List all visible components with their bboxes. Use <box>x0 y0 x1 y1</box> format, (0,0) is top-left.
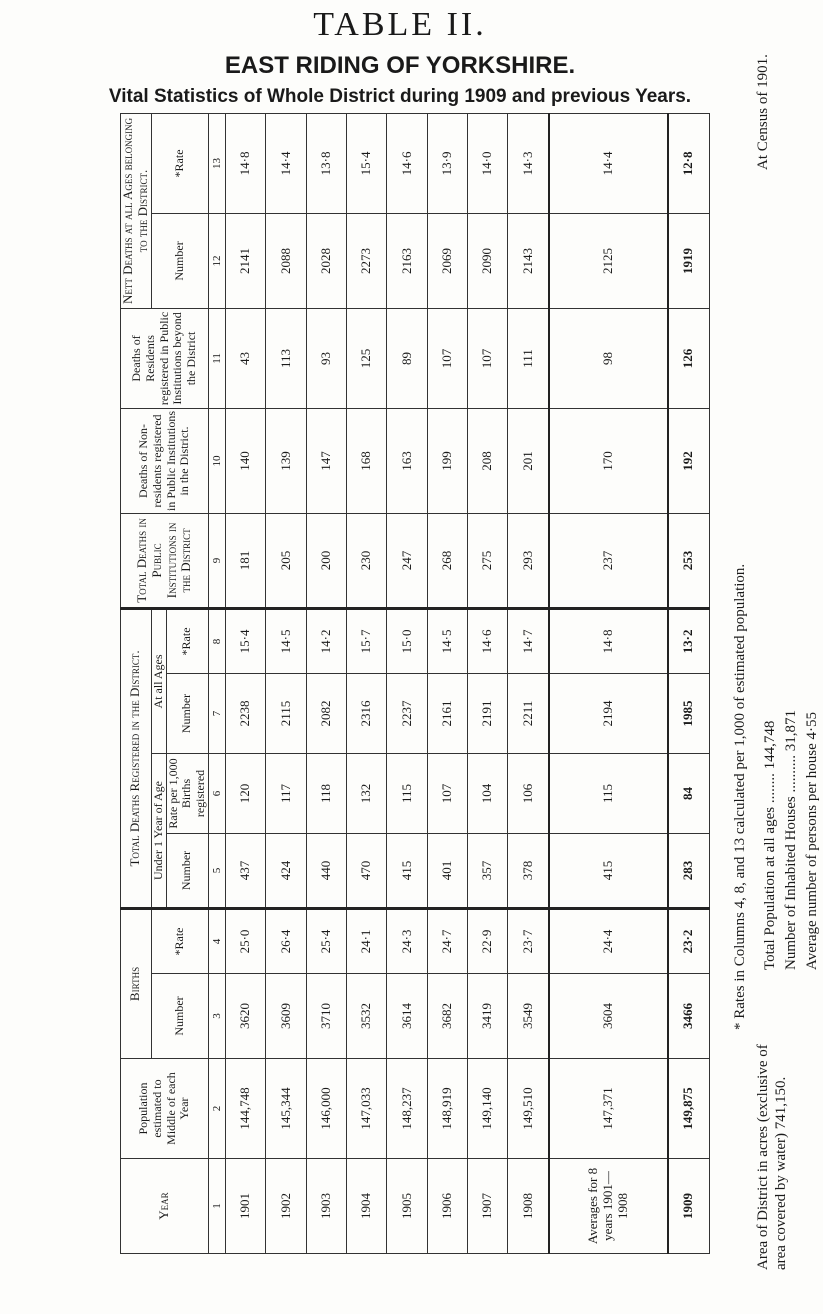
table-cell-br: 23·2 <box>668 908 710 973</box>
table-cell-br: 25·0 <box>226 908 266 973</box>
table-cell-bn: 3710 <box>306 974 346 1059</box>
footnote: * Rates in Columns 4, 8, and 13 calculated per 1,000 of estimated population. <box>732 563 748 1030</box>
table-cell-pop: 147,033 <box>347 1059 387 1159</box>
table-cell-ur: 118 <box>306 753 346 833</box>
table-cell-nrt: 13·9 <box>427 113 467 213</box>
census-line <box>802 710 823 970</box>
census-line-label: Total Population at all ages ........ <box>762 773 778 970</box>
table-cell-pop: 147,371 <box>549 1059 667 1159</box>
column-number: 12 <box>209 213 226 308</box>
table-cell-nn: 2088 <box>266 213 306 308</box>
table-cell-un: 401 <box>427 833 467 908</box>
column-number: 2 <box>209 1059 226 1159</box>
header-births-rate: *Rate <box>151 908 208 973</box>
table-cell-nn: 2273 <box>347 213 387 308</box>
table-cell-br: 26·4 <box>266 908 306 973</box>
table-cell-nn: 2028 <box>306 213 346 308</box>
table-cell-rb: 125 <box>347 308 387 408</box>
table-row <box>387 113 427 1253</box>
table-cell-ar: 14·5 <box>266 608 306 673</box>
column-number: 9 <box>209 513 226 608</box>
table-cell-pi: 237 <box>549 513 667 608</box>
table-cell-br: 24·1 <box>347 908 387 973</box>
table-cell-an: 2238 <box>226 673 266 753</box>
census-line <box>781 710 802 970</box>
table-cell-rb: 113 <box>266 308 306 408</box>
table-row <box>226 113 266 1253</box>
table-cell-br: 22·9 <box>468 908 508 973</box>
table-cell-pi: 181 <box>226 513 266 608</box>
table-cell-year: 1909 <box>668 1159 710 1254</box>
table-cell-ur: 120 <box>226 753 266 833</box>
table-cell-rb: 89 <box>387 308 427 408</box>
table-cell-nrt: 14·0 <box>468 113 508 213</box>
table-cell-pop: 146,000 <box>306 1059 346 1159</box>
table-cell-un: 378 <box>508 833 550 908</box>
column-number-row <box>209 113 226 1253</box>
table-cell-pop: 145,344 <box>266 1059 306 1159</box>
table-cell-un: 440 <box>306 833 346 908</box>
table-cell-br: 25·4 <box>306 908 346 973</box>
table-cell-ar: 14·7 <box>508 608 550 673</box>
column-number: 4 <box>209 908 226 973</box>
census-line-value: 31,871 <box>783 710 799 752</box>
vital-statistics-table <box>120 113 710 1254</box>
census-lines <box>760 710 823 970</box>
header-total-deaths: Total Deaths Registered in the District. <box>121 608 152 908</box>
table-cell-un: 424 <box>266 833 306 908</box>
census-line-value: 4·55 <box>804 712 820 740</box>
table-cell-br: 24·4 <box>549 908 667 973</box>
table-cell-nr: 192 <box>668 408 710 513</box>
area-value: 741,150. <box>773 1076 789 1130</box>
page-subtitle: EAST RIDING OF YORKSHIRE. <box>224 52 576 79</box>
table-cell-bn: 3604 <box>549 974 667 1059</box>
table-cell-un: 470 <box>347 833 387 908</box>
page-title: TABLE II. <box>313 6 487 43</box>
table-cell-rb: 107 <box>427 308 467 408</box>
header-nett-rate: *Rate <box>151 113 208 213</box>
table-cell-ur: 115 <box>387 753 427 833</box>
table-cell-un: 415 <box>549 833 667 908</box>
header-under-1: Under 1 Year of Age <box>151 753 166 908</box>
table-cell-an: 2316 <box>347 673 387 753</box>
table-cell-nr: 163 <box>387 408 427 513</box>
table-cell-year: 1905 <box>387 1159 427 1254</box>
area-note <box>754 1030 790 1270</box>
table-cell-year: 1908 <box>508 1159 550 1254</box>
table-cell-pop: 149,510 <box>508 1059 550 1159</box>
table-cell-rb: 93 <box>306 308 346 408</box>
header-population: Population estimated to Middle of each Year <box>121 1059 209 1159</box>
table-row <box>306 113 346 1253</box>
table-row <box>266 113 306 1253</box>
header-non-residents: Deaths of Non-residents registered in Public Institutions in the District. <box>121 408 209 513</box>
table-row <box>549 113 667 1253</box>
table-cell-br: 24·7 <box>427 908 467 973</box>
table-cell-nr: 168 <box>347 408 387 513</box>
table-cell-pop: 149,140 <box>468 1059 508 1159</box>
header-nett-deaths: Nett Deaths at all Ages belonging to the District. <box>121 113 152 308</box>
table-cell-ar: 14·6 <box>468 608 508 673</box>
table-cell-nrt: 14·4 <box>549 113 667 213</box>
table-cell-bn: 3466 <box>668 974 710 1059</box>
table-cell-un: 357 <box>468 833 508 908</box>
table-cell-un: 283 <box>668 833 710 908</box>
table-cell-nn: 2141 <box>226 213 266 308</box>
table-cell-ur: 84 <box>668 753 710 833</box>
table-cell-year: 1903 <box>306 1159 346 1254</box>
table-cell-nn: 1919 <box>668 213 710 308</box>
table-cell-nn: 2090 <box>468 213 508 308</box>
table-cell-pi: 247 <box>387 513 427 608</box>
table-cell-year: 1907 <box>468 1159 508 1254</box>
table-cell-bn: 3532 <box>347 974 387 1059</box>
page-subheading: Vital Statistics of Whole District during 1909 and previous Years. <box>108 86 692 107</box>
header-under-1-rate: Rate per 1,000 Births registered <box>166 753 208 833</box>
table-cell-un: 437 <box>226 833 266 908</box>
table-cell-pi: 253 <box>668 513 710 608</box>
table-cell-an: 2194 <box>549 673 667 753</box>
table-cell-pi: 293 <box>508 513 550 608</box>
column-number: 5 <box>209 833 226 908</box>
header-under-1-number: Number <box>166 833 208 908</box>
table-cell-bn: 3614 <box>387 974 427 1059</box>
census-note: At Census of 1901. <box>755 54 771 170</box>
table-cell-nrt: 12·8 <box>668 113 710 213</box>
table-cell-nrt: 15·4 <box>347 113 387 213</box>
header-residents-beyond: Deaths of Residents registered in Public Institutions beyond the District <box>121 308 209 408</box>
table-cell-nn: 2143 <box>508 213 550 308</box>
table-cell-nr: 170 <box>549 408 667 513</box>
table-cell-ar: 13·2 <box>668 608 710 673</box>
table-cell-ar: 14·2 <box>306 608 346 673</box>
table-row <box>668 113 710 1253</box>
table-cell-nr: 147 <box>306 408 346 513</box>
table-cell-bn: 3609 <box>266 974 306 1059</box>
table-cell-nn: 2125 <box>549 213 667 308</box>
column-number: 3 <box>209 974 226 1059</box>
table-cell-ur: 106 <box>508 753 550 833</box>
table-cell-an: 2161 <box>427 673 467 753</box>
header-public-institutions: Total Deaths in Public Institutions in the District <box>121 513 209 608</box>
header-year: Year <box>121 1159 209 1254</box>
table-cell-nr: 199 <box>427 408 467 513</box>
notes-block <box>732 40 820 1270</box>
table-cell-pop: 144,748 <box>226 1059 266 1159</box>
table-cell-nr: 140 <box>226 408 266 513</box>
area-label: Area of District in acres (exclusive of area covered by water) <box>755 1044 789 1270</box>
table-cell-pi: 205 <box>266 513 306 608</box>
table-cell-nn: 2069 <box>427 213 467 308</box>
table-cell-pop: 148,919 <box>427 1059 467 1159</box>
table-cell-an: 2237 <box>387 673 427 753</box>
table-cell-bn: 3419 <box>468 974 508 1059</box>
table-cell-pi: 230 <box>347 513 387 608</box>
table-cell-nr: 139 <box>266 408 306 513</box>
table-cell-year: Averages for 8 years 1901—1908 <box>549 1159 667 1254</box>
table-cell-br: 24·3 <box>387 908 427 973</box>
table-cell-an: 1985 <box>668 673 710 753</box>
table-cell-an: 2191 <box>468 673 508 753</box>
census-line <box>760 710 781 970</box>
table-cell-year: 1901 <box>226 1159 266 1254</box>
table-cell-year: 1902 <box>266 1159 306 1254</box>
table-cell-ur: 117 <box>266 753 306 833</box>
census-line-label: Average number of persons per house <box>804 743 820 970</box>
header-nett-number: Number <box>151 213 208 308</box>
table-cell-nn: 2163 <box>387 213 427 308</box>
table-cell-nrt: 14·4 <box>266 113 306 213</box>
census-line-label: Number of Inhabited Houses .......... <box>783 755 799 970</box>
table-cell-nrt: 13·8 <box>306 113 346 213</box>
column-number: 10 <box>209 408 226 513</box>
table-cell-pop: 149,875 <box>668 1059 710 1159</box>
table-cell-nrt: 14·3 <box>508 113 550 213</box>
table-cell-bn: 3549 <box>508 974 550 1059</box>
table-cell-ar: 15·0 <box>387 608 427 673</box>
table-cell-bn: 3682 <box>427 974 467 1059</box>
table-cell-ar: 14·8 <box>549 608 667 673</box>
table-cell-pi: 268 <box>427 513 467 608</box>
table-cell-pi: 200 <box>306 513 346 608</box>
header-all-ages-number: Number <box>166 673 208 753</box>
table-cell-rb: 43 <box>226 308 266 408</box>
table-cell-ur: 115 <box>549 753 667 833</box>
table-cell-ur: 132 <box>347 753 387 833</box>
header-births: Births <box>121 908 152 1058</box>
header-all-ages-rate: *Rate <box>166 608 208 673</box>
table-cell-ar: 15·7 <box>347 608 387 673</box>
rotated-table-wrapper <box>120 114 710 1254</box>
table-cell-pi: 275 <box>468 513 508 608</box>
table-cell-nr: 208 <box>468 408 508 513</box>
table-cell-bn: 3620 <box>226 974 266 1059</box>
table-cell-nrt: 14·8 <box>226 113 266 213</box>
column-number: 7 <box>209 673 226 753</box>
column-number: 8 <box>209 608 226 673</box>
table-row <box>427 113 467 1253</box>
column-number: 11 <box>209 308 226 408</box>
table-cell-ur: 104 <box>468 753 508 833</box>
table-cell-rb: 111 <box>508 308 550 408</box>
table-cell-nrt: 14·6 <box>387 113 427 213</box>
table-cell-ar: 15·4 <box>226 608 266 673</box>
header-births-number: Number <box>151 974 208 1059</box>
census-line-value: 144,748 <box>762 720 778 770</box>
table-cell-un: 415 <box>387 833 427 908</box>
table-cell-rb: 107 <box>468 308 508 408</box>
table-cell-nr: 201 <box>508 408 550 513</box>
table-cell-an: 2211 <box>508 673 550 753</box>
header-all-ages: At all Ages <box>151 608 166 753</box>
table-row <box>468 113 508 1253</box>
column-number: 13 <box>209 113 226 213</box>
table-row <box>508 113 550 1253</box>
table-cell-br: 23·7 <box>508 908 550 973</box>
table-cell-an: 2082 <box>306 673 346 753</box>
column-number: 1 <box>209 1159 226 1254</box>
table-cell-rb: 126 <box>668 308 710 408</box>
table-cell-rb: 98 <box>549 308 667 408</box>
table-cell-year: 1906 <box>427 1159 467 1254</box>
column-number: 6 <box>209 753 226 833</box>
table-cell-ar: 14·5 <box>427 608 467 673</box>
table-cell-ur: 107 <box>427 753 467 833</box>
table-cell-pop: 148,237 <box>387 1059 427 1159</box>
table-row <box>347 113 387 1253</box>
table-cell-an: 2115 <box>266 673 306 753</box>
table-cell-year: 1904 <box>347 1159 387 1254</box>
